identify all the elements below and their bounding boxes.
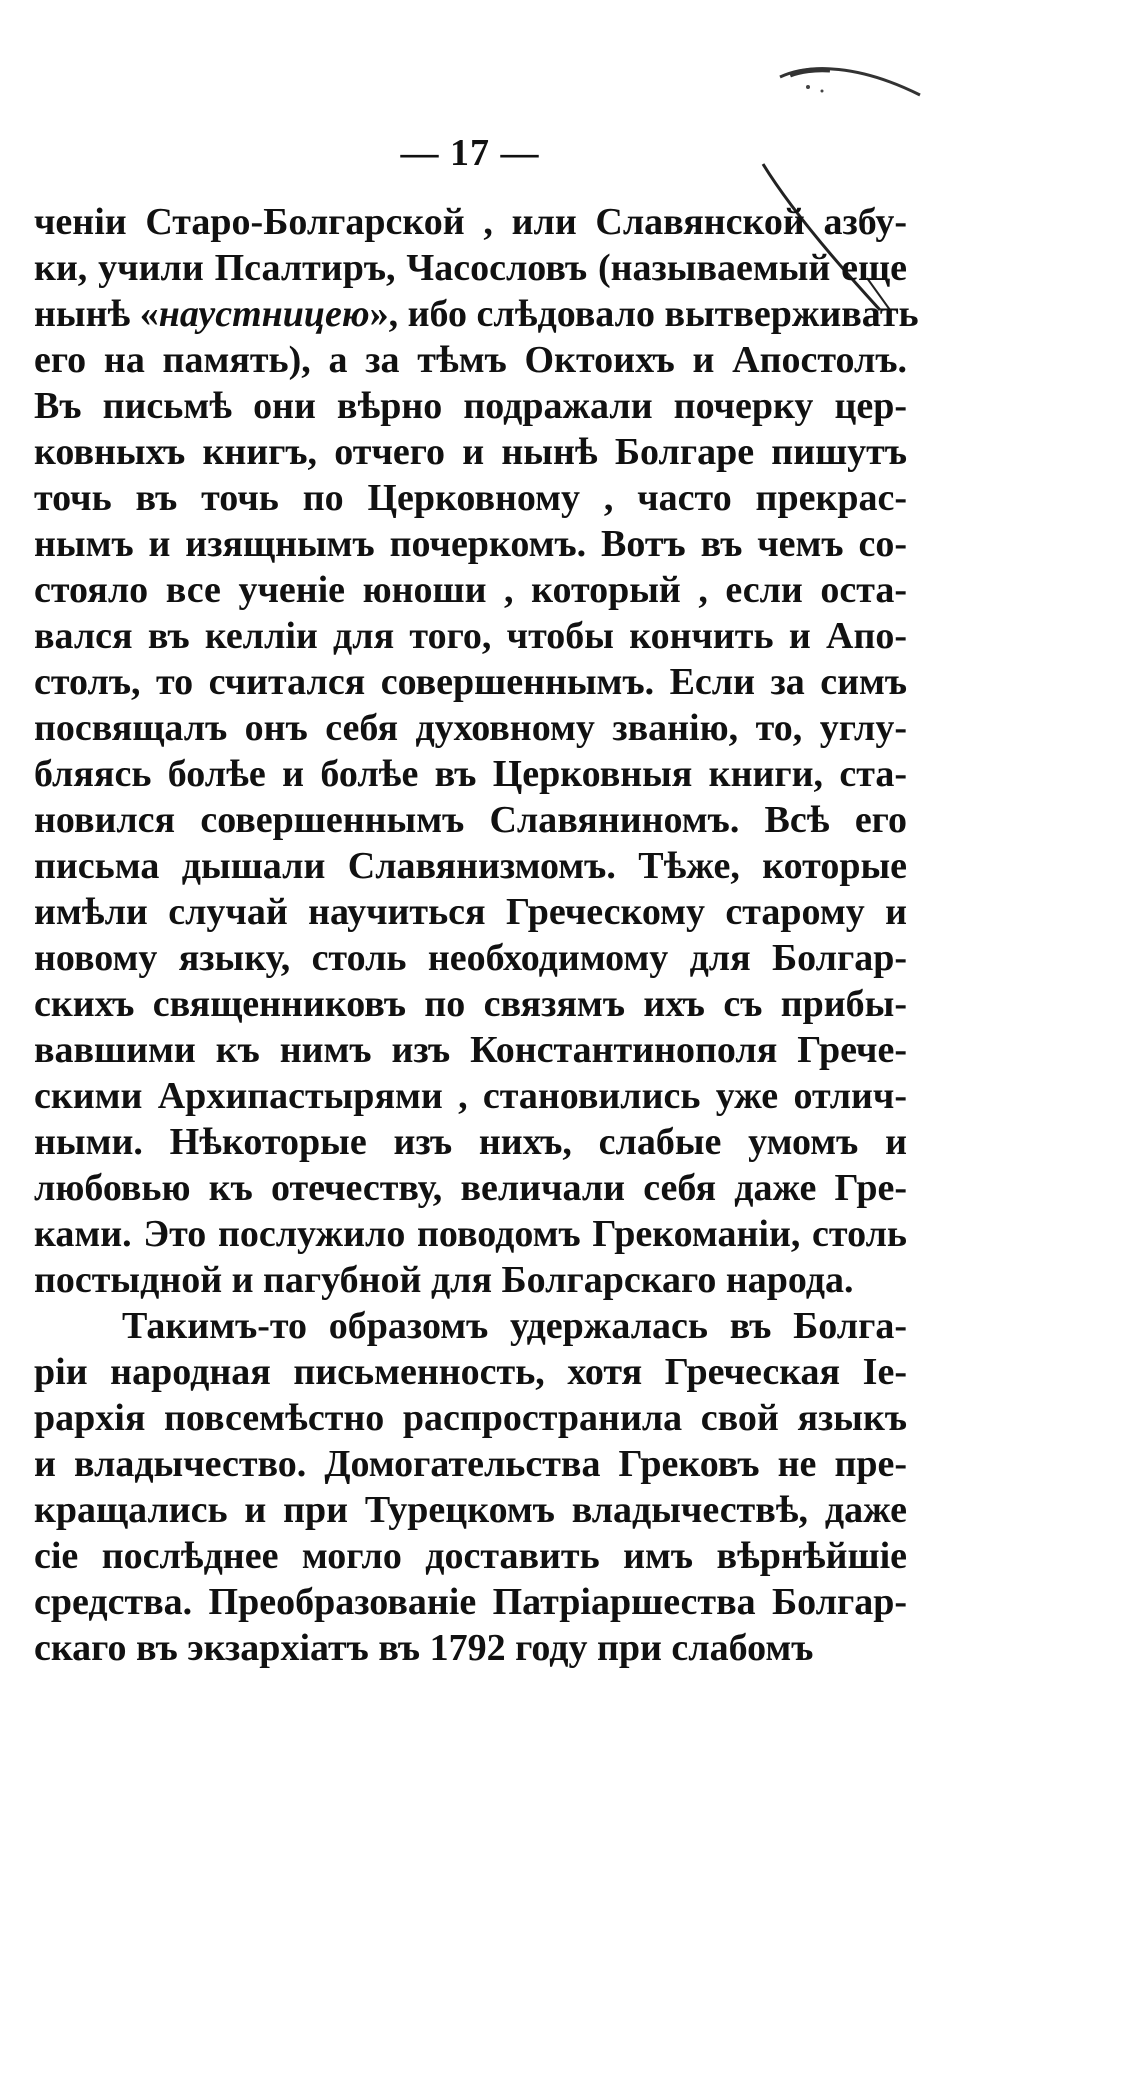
text-line: новому языку, столь необходимому для Болгар-: [34, 937, 907, 979]
text-line: Въ письмѣ они вѣрно подражали почерку цер-: [34, 385, 907, 427]
text-line: вался въ келліи для того, чтобы кончить и Апо-: [34, 615, 907, 657]
text-line: ченіи Старо-Болгарской , или Славянской азбу-: [34, 201, 907, 243]
page-number: — 17 —: [400, 132, 540, 174]
text-line: точь въ точь по Церковному , часто прекрас-: [34, 477, 907, 519]
text-line: новился совершеннымъ Славяниномъ. Всѣ его: [34, 799, 907, 841]
text-line: ки, учили Псалтиръ, Часословъ (называемый еще: [34, 247, 907, 289]
text-line: скихъ священниковъ по связямъ ихъ съ прибы-: [34, 983, 907, 1025]
text-line: ками. Это послужило поводомъ Грекоманіи, столь: [34, 1213, 907, 1255]
text-line: постыдной и пагубной для Болгарскаго народа.: [34, 1259, 854, 1301]
text-line: средства. Преобразованіе Патріаршества Болгар-: [34, 1581, 907, 1623]
text-line: его на память), а за тѣмъ Октоихъ и Апостолъ.: [34, 339, 907, 381]
text-line: кращались и при Турецкомъ владычествѣ, даже: [34, 1489, 907, 1531]
text-segment: », ибо слѣдовало вытверживать: [369, 293, 919, 335]
body-text: [34, 199, 919, 1671]
text-line: ріи народная письменность, хотя Греческая Іе-: [34, 1351, 907, 1393]
text-line: любовью къ отечеству, величали себя даже Гре-: [34, 1167, 907, 1209]
text-line: скаго въ экзархіатъ въ 1792 году при слабомъ: [34, 1627, 814, 1669]
text-line: [34, 291, 919, 337]
text-line: ковныхъ книгъ, отчего и нынѣ Болгаре пишутъ: [34, 431, 907, 473]
text-line: вавшими къ нимъ изъ Константинополя Грече-: [34, 1029, 907, 1071]
text-line: письма дышали Славянизмомъ. Тѣже, которые: [34, 845, 907, 887]
text-line: скими Архипастырями , становились уже отлич-: [34, 1075, 907, 1117]
text-line: нымъ и изящнымъ почеркомъ. Вотъ въ чемъ со-: [34, 523, 907, 565]
text-line: и владычество. Домогательства Грековъ не пре-: [34, 1443, 907, 1485]
text-line: рархія повсемѣстно распространила свой языкъ: [34, 1397, 907, 1439]
text-line: столъ, то считался совершеннымъ. Если за симъ: [34, 661, 907, 703]
text-line: имѣли случай научиться Греческому старому и: [34, 891, 907, 933]
italic-word: наустницею: [158, 293, 370, 335]
text-line: Такимъ-то образомъ удержалась въ Болга-: [122, 1305, 907, 1347]
text-line: посвящалъ онъ себя духовному званію, то, углу-: [34, 707, 907, 749]
text-line: ными. Нѣкоторые изъ нихъ, слабые умомъ и: [34, 1121, 907, 1163]
text-line: стояло все ученіе юноши , который , если оста-: [34, 569, 907, 611]
text-segment: нынѣ «: [34, 293, 159, 335]
text-line: сіе послѣднее могло доставить имъ вѣрнѣйшіе: [34, 1535, 907, 1577]
text-line: бляясь болѣе и болѣе въ Церковныя книги, ста-: [34, 753, 907, 795]
ink-scribble-mark: [770, 55, 950, 125]
